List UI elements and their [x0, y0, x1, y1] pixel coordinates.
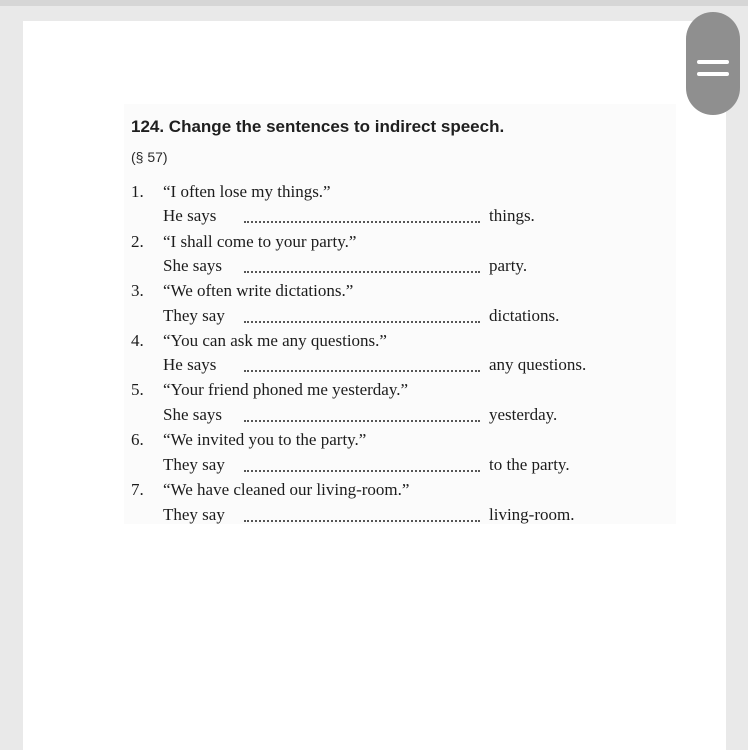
answer-blank[interactable]: [244, 466, 480, 472]
item-number: 4.: [131, 331, 144, 350]
reporting-phrase: She says: [163, 256, 223, 275]
item-number: 2.: [131, 232, 144, 251]
item-number: 5.: [131, 380, 144, 399]
sentence-ending: dictations.: [489, 306, 560, 325]
answer-blank[interactable]: [244, 267, 480, 273]
sentence-ending: things.: [489, 206, 535, 225]
reporting-phrase: They say: [163, 455, 225, 474]
answer-blank[interactable]: [244, 317, 480, 323]
direct-speech-quote: “I shall come to your party.”: [163, 232, 357, 251]
reporting-phrase: He says: [163, 355, 217, 374]
sentence-ending: party.: [489, 256, 528, 275]
handle-line: [697, 60, 729, 64]
item-number: 1.: [131, 182, 144, 201]
reporting-phrase: They say: [163, 306, 225, 325]
item-number: 7.: [131, 480, 144, 499]
direct-speech-quote: “I often lose my things.”: [163, 182, 331, 201]
sentence-ending: to the party.: [489, 455, 570, 474]
direct-speech-quote: “We often write dictations.”: [163, 281, 354, 300]
grammar-reference: (§ 57): [131, 149, 168, 165]
answer-blank[interactable]: [244, 217, 480, 223]
reporting-phrase: She says: [163, 405, 223, 424]
sentence-ending: any questions.: [489, 355, 587, 374]
item-number: 3.: [131, 281, 144, 300]
top-bar: [0, 0, 748, 6]
direct-speech-quote: “We invited you to the party.”: [163, 430, 367, 449]
sentence-ending: living-room.: [489, 505, 575, 524]
drag-handle-icon[interactable]: [686, 12, 740, 115]
direct-speech-quote: “Your friend phoned me yesterday.”: [163, 380, 409, 399]
sentence-ending: yesterday.: [489, 405, 558, 424]
direct-speech-quote: “We have cleaned our living-room.”: [163, 480, 410, 499]
answer-blank[interactable]: [244, 416, 480, 422]
answer-blank[interactable]: [244, 516, 480, 522]
handle-line: [697, 72, 729, 76]
reporting-phrase: He says: [163, 206, 217, 225]
answer-blank[interactable]: [244, 366, 480, 372]
direct-speech-quote: “You can ask me any questions.”: [163, 331, 387, 350]
exercise-title: 124. Change the sentences to indirect speech.: [131, 117, 505, 136]
reporting-phrase: They say: [163, 505, 225, 524]
item-number: 6.: [131, 430, 144, 449]
